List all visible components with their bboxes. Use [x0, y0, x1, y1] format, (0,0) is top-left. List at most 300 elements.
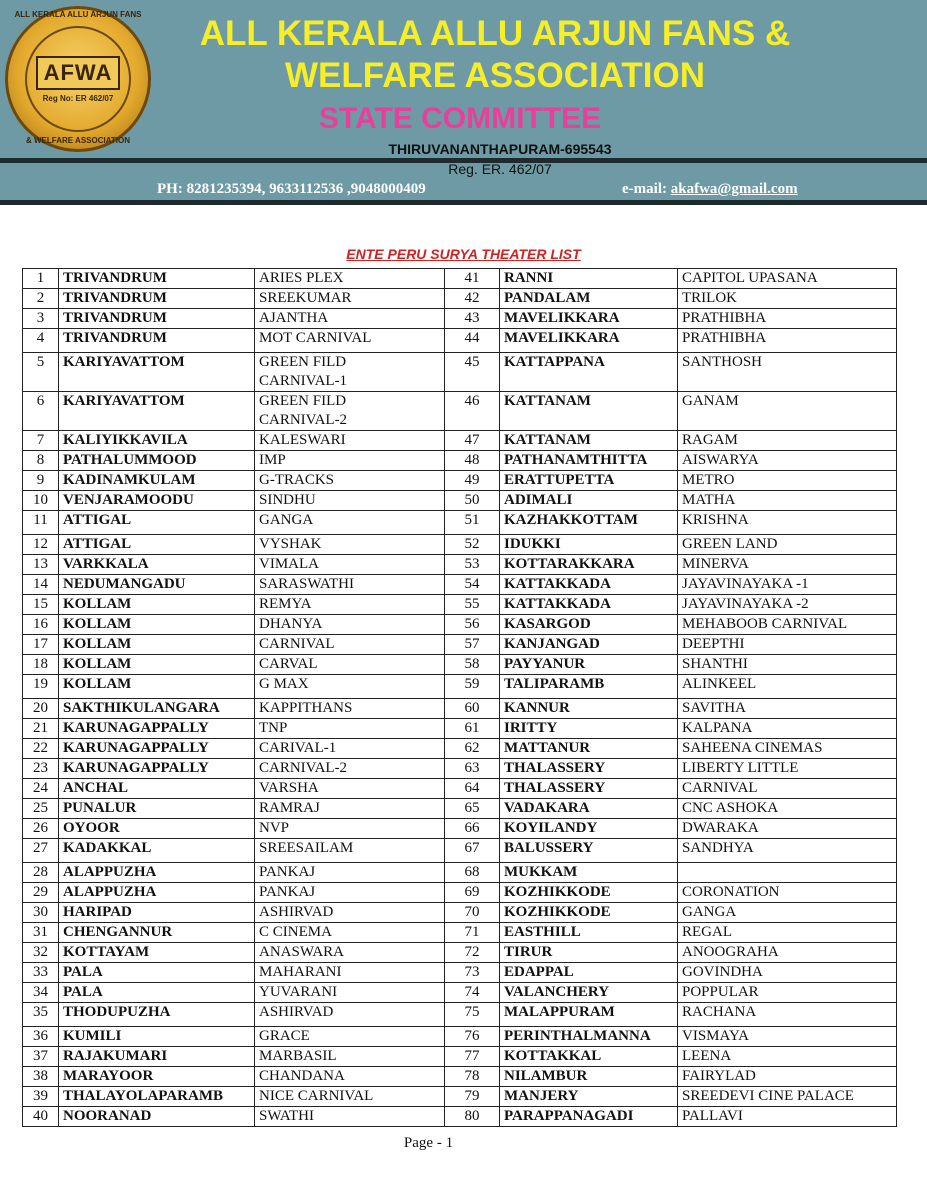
table-row [23, 739, 897, 759]
row-number: 67 [445, 839, 500, 863]
row-number: 54 [445, 575, 500, 595]
place-name: KOLLAM [59, 595, 255, 615]
table-row [23, 555, 897, 575]
theater-name: ASHIRVAD [255, 903, 445, 923]
theater-name: POPPULAR [678, 983, 897, 1003]
table-row [23, 759, 897, 779]
theater-name: SREESAILAM [255, 839, 445, 863]
row-number: 38 [23, 1067, 59, 1087]
theater-name: KAPPITHANS [255, 699, 445, 719]
place-name: MARAYOOR [59, 1067, 255, 1087]
theater-name: ANASWARA [255, 943, 445, 963]
letterhead [0, 0, 927, 205]
table-row [23, 595, 897, 615]
table-row [23, 615, 897, 635]
theater-name: CARIVAL-1 [255, 739, 445, 759]
row-number: 42 [445, 289, 500, 309]
place-name: VARKKALA [59, 555, 255, 575]
page-number: Page - 1 [403, 1135, 454, 1151]
row-number: 48 [445, 451, 500, 471]
row-number: 5 [23, 353, 59, 392]
row-number: 13 [23, 555, 59, 575]
place-name: PUNALUR [59, 799, 255, 819]
theater-name: IMP [255, 451, 445, 471]
theater-name: ALINKEEL [678, 675, 897, 699]
email-link[interactable]: akafwa@gmail.com [670, 181, 798, 197]
row-number: 58 [445, 655, 500, 675]
place-name: MANJERY [500, 1087, 678, 1107]
row-number: 62 [445, 739, 500, 759]
place-name: VENJARAMOODU [59, 491, 255, 511]
row-number: 11 [23, 511, 59, 535]
place-name: ATTIGAL [59, 511, 255, 535]
place-name: KAZHAKKOTTAM [500, 511, 678, 535]
row-number: 76 [445, 1027, 500, 1047]
place-name: MUKKAM [500, 863, 678, 883]
place-name: THALASSERY [500, 779, 678, 799]
row-number: 27 [23, 839, 59, 863]
row-number: 36 [23, 1027, 59, 1047]
row-number: 32 [23, 943, 59, 963]
row-number: 53 [445, 555, 500, 575]
place-name: PATHANAMTHITTA [500, 451, 678, 471]
table-row [23, 329, 897, 353]
row-number: 12 [23, 535, 59, 555]
theater-name: G-TRACKS [255, 471, 445, 491]
row-number: 57 [445, 635, 500, 655]
place-name: TRIVANDRUM [59, 309, 255, 329]
theater-name: ANOOGRAHA [678, 943, 897, 963]
row-number: 18 [23, 655, 59, 675]
table-row [23, 511, 897, 535]
place-name: MALAPPURAM [500, 1003, 678, 1027]
theater-name: KALESWARI [255, 431, 445, 451]
theater-name: KALPANA [678, 719, 897, 739]
place-name: TRIVANDRUM [59, 289, 255, 309]
place-name: KOZHIKKODE [500, 883, 678, 903]
row-number: 66 [445, 819, 500, 839]
place-name: NOORANAD [59, 1107, 255, 1127]
row-number: 46 [445, 392, 500, 431]
place-name: ERATTUPETTA [500, 471, 678, 491]
place-name: VALANCHERY [500, 983, 678, 1003]
table-row [23, 535, 897, 555]
table-row [23, 719, 897, 739]
table-row [23, 353, 897, 392]
table-row [23, 799, 897, 819]
table-row [23, 655, 897, 675]
place-name: NILAMBUR [500, 1067, 678, 1087]
row-number: 77 [445, 1047, 500, 1067]
theater-name: FAIRYLAD [678, 1067, 897, 1087]
theater-name: DEEPTHI [678, 635, 897, 655]
theater-name: RAGAM [678, 431, 897, 451]
row-number: 75 [445, 1003, 500, 1027]
theater-name: SAHEENA CINEMAS [678, 739, 897, 759]
theater-name: ARIES PLEX [255, 269, 445, 289]
theater-name: AJANTHA [255, 309, 445, 329]
theater-name: RACHANA [678, 1003, 897, 1027]
row-number: 26 [23, 819, 59, 839]
place-name: EASTHILL [500, 923, 678, 943]
row-number: 73 [445, 963, 500, 983]
place-name: TIRUR [500, 943, 678, 963]
place-name: TRIVANDRUM [59, 269, 255, 289]
theater-name: KRISHNA [678, 511, 897, 535]
place-name: KARIYAVATTOM [59, 392, 255, 431]
divider [0, 200, 927, 205]
theater-name: VIMALA [255, 555, 445, 575]
row-number: 31 [23, 923, 59, 943]
row-number: 80 [445, 1107, 500, 1127]
row-number: 79 [445, 1087, 500, 1107]
registration: Reg. ER. 462/07 [448, 161, 552, 177]
theater-name: GREEN FILD CARNIVAL-1 [255, 353, 445, 392]
row-number: 10 [23, 491, 59, 511]
theater-name: CAPITOL UPASANA [678, 269, 897, 289]
row-number: 44 [445, 329, 500, 353]
place-name: HARIPAD [59, 903, 255, 923]
theater-name: JAYAVINAYAKA -2 [678, 595, 897, 615]
row-number: 23 [23, 759, 59, 779]
place-name: PALA [59, 983, 255, 1003]
theater-name: REMYA [255, 595, 445, 615]
theater-table [22, 268, 897, 1127]
theater-name: PRATHIBHA [678, 309, 897, 329]
row-number: 35 [23, 1003, 59, 1027]
address: THIRUVANANTHAPURAM-695543 [388, 141, 612, 157]
row-number: 50 [445, 491, 500, 511]
logo-badge: AFWA [36, 56, 121, 90]
row-number: 72 [445, 943, 500, 963]
row-number: 9 [23, 471, 59, 491]
theater-name: SREEDEVI CINE PALACE [678, 1087, 897, 1107]
theater-name: VISMAYA [678, 1027, 897, 1047]
table-row [23, 1087, 897, 1107]
row-number: 63 [445, 759, 500, 779]
theater-name: RAMRAJ [255, 799, 445, 819]
place-name: KOYILANDY [500, 819, 678, 839]
row-number: 7 [23, 431, 59, 451]
theater-name: ASHIRVAD [255, 1003, 445, 1027]
row-number: 47 [445, 431, 500, 451]
place-name: KOTTAKKAL [500, 1047, 678, 1067]
phone-numbers: PH: 8281235394, 9633112536 ,9048000409 [157, 181, 426, 197]
theater-name: SREEKUMAR [255, 289, 445, 309]
theater-name: MARBASIL [255, 1047, 445, 1067]
table-row [23, 963, 897, 983]
place-name: KALIYIKKAVILA [59, 431, 255, 451]
place-name: THALAYOLAPARAMB [59, 1087, 255, 1107]
place-name: KATTAKKADA [500, 595, 678, 615]
theater-name: AISWARYA [678, 451, 897, 471]
place-name: ALAPPUZHA [59, 883, 255, 903]
theater-name: SINDHU [255, 491, 445, 511]
theater-name: PANKAJ [255, 883, 445, 903]
theater-name: DHANYA [255, 615, 445, 635]
theater-name: METRO [678, 471, 897, 491]
table-row [23, 883, 897, 903]
row-number: 78 [445, 1067, 500, 1087]
place-name: TALIPARAMB [500, 675, 678, 699]
theater-name: SHANTHI [678, 655, 897, 675]
place-name: PERINTHALMANNA [500, 1027, 678, 1047]
theater-name: PRATHIBHA [678, 329, 897, 353]
row-number: 71 [445, 923, 500, 943]
row-number: 39 [23, 1087, 59, 1107]
table-row [23, 819, 897, 839]
row-number: 64 [445, 779, 500, 799]
place-name: RAJAKUMARI [59, 1047, 255, 1067]
committee-title: STATE COMMITTEE [318, 102, 602, 135]
table-row [23, 839, 897, 863]
place-name: ANCHAL [59, 779, 255, 799]
row-number: 37 [23, 1047, 59, 1067]
place-name: RANNI [500, 269, 678, 289]
row-number: 16 [23, 615, 59, 635]
table-row [23, 491, 897, 511]
theater-name: SANDHYA [678, 839, 897, 863]
row-number: 8 [23, 451, 59, 471]
theater-name: CORONATION [678, 883, 897, 903]
place-name: SAKTHIKULANGARA [59, 699, 255, 719]
theater-name: SAVITHA [678, 699, 897, 719]
place-name: NEDUMANGADU [59, 575, 255, 595]
place-name: PAYYANUR [500, 655, 678, 675]
theater-name: PALLAVI [678, 1107, 897, 1127]
table-row [23, 699, 897, 719]
theater-name: GANGA [255, 511, 445, 535]
place-name: PATHALUMMOOD [59, 451, 255, 471]
table-row [23, 943, 897, 963]
place-name: KADAKKAL [59, 839, 255, 863]
row-number: 52 [445, 535, 500, 555]
place-name: KOTTAYAM [59, 943, 255, 963]
theater-name: DWARAKA [678, 819, 897, 839]
theater-name: JAYAVINAYAKA -1 [678, 575, 897, 595]
place-name: KASARGOD [500, 615, 678, 635]
table-row [23, 309, 897, 329]
table-row [23, 471, 897, 491]
theater-name [678, 863, 897, 883]
theater-name: VYSHAK [255, 535, 445, 555]
place-name: KATTAKKADA [500, 575, 678, 595]
theater-name: MATHA [678, 491, 897, 511]
place-name: PANDALAM [500, 289, 678, 309]
theater-name: CARNIVAL-2 [255, 759, 445, 779]
theater-name: SANTHOSH [678, 353, 897, 392]
table-row [23, 983, 897, 1003]
theater-name: NVP [255, 819, 445, 839]
logo-emblem [25, 26, 131, 132]
place-name: ALAPPUZHA [59, 863, 255, 883]
theater-name: MOT CARNIVAL [255, 329, 445, 353]
place-name: KOZHIKKODE [500, 903, 678, 923]
row-number: 19 [23, 675, 59, 699]
place-name: KATTAPPANA [500, 353, 678, 392]
theater-name: YUVARANI [255, 983, 445, 1003]
row-number: 21 [23, 719, 59, 739]
theater-name: CNC ASHOKA [678, 799, 897, 819]
theater-name: TNP [255, 719, 445, 739]
row-number: 51 [445, 511, 500, 535]
place-name: CHENGANNUR [59, 923, 255, 943]
place-name: KANJANGAD [500, 635, 678, 655]
table-row [23, 269, 897, 289]
theater-name: GREEN FILD CARNIVAL-2 [255, 392, 445, 431]
row-number: 30 [23, 903, 59, 923]
row-number: 68 [445, 863, 500, 883]
theater-name: GREEN LAND [678, 535, 897, 555]
afwa-logo [5, 6, 151, 152]
row-number: 29 [23, 883, 59, 903]
row-number: 41 [445, 269, 500, 289]
theater-name: CARVAL [255, 655, 445, 675]
row-number: 17 [23, 635, 59, 655]
theater-name: MINERVA [678, 555, 897, 575]
theater-name: MEHABOOB CARNIVAL [678, 615, 897, 635]
place-name: KARUNAGAPPALLY [59, 719, 255, 739]
table-row [23, 289, 897, 309]
row-number: 6 [23, 392, 59, 431]
theater-name: GANGA [678, 903, 897, 923]
theater-name: MAHARANI [255, 963, 445, 983]
theater-name: PANKAJ [255, 863, 445, 883]
row-number: 20 [23, 699, 59, 719]
place-name: KOLLAM [59, 615, 255, 635]
row-number: 69 [445, 883, 500, 903]
title-line-1: ALL KERALA ALLU ARJUN FANS & [199, 14, 791, 53]
theater-name: CARNIVAL [678, 779, 897, 799]
row-number: 70 [445, 903, 500, 923]
place-name: MATTANUR [500, 739, 678, 759]
place-name: ADIMALI [500, 491, 678, 511]
table-row [23, 1107, 897, 1127]
row-number: 43 [445, 309, 500, 329]
place-name: KOLLAM [59, 655, 255, 675]
theater-name: CARNIVAL [255, 635, 445, 655]
email-label: e-mail: [622, 181, 671, 197]
place-name: KATTANAM [500, 431, 678, 451]
place-name: THODUPUZHA [59, 1003, 255, 1027]
place-name: KARIYAVATTOM [59, 353, 255, 392]
theater-name: REGAL [678, 923, 897, 943]
list-title: ENTE PERU SURYA THEATER LIST [346, 246, 581, 262]
row-number: 3 [23, 309, 59, 329]
row-number: 2 [23, 289, 59, 309]
place-name: KARUNAGAPPALLY [59, 739, 255, 759]
place-name: KADINAMKULAM [59, 471, 255, 491]
place-name: OYOOR [59, 819, 255, 839]
theater-name: LEENA [678, 1047, 897, 1067]
logo-top-text: ALL KERALA ALLU ARJUN FANS [14, 10, 142, 19]
table-row [23, 451, 897, 471]
theater-name: GOVINDHA [678, 963, 897, 983]
place-name: IRITTY [500, 719, 678, 739]
theater-name: VARSHA [255, 779, 445, 799]
row-number: 65 [445, 799, 500, 819]
row-number: 25 [23, 799, 59, 819]
place-name: TRIVANDRUM [59, 329, 255, 353]
theater-name: TRILOK [678, 289, 897, 309]
logo-reg: Reg No: ER 462/07 [42, 93, 114, 103]
row-number: 74 [445, 983, 500, 1003]
title-line-2: WELFARE ASSOCIATION [285, 56, 705, 95]
place-name: EDAPPAL [500, 963, 678, 983]
row-number: 59 [445, 675, 500, 699]
place-name: VADAKARA [500, 799, 678, 819]
place-name: MAVELIKKARA [500, 309, 678, 329]
table-row [23, 1067, 897, 1087]
row-number: 40 [23, 1107, 59, 1127]
theater-name: LIBERTY LITTLE [678, 759, 897, 779]
row-number: 56 [445, 615, 500, 635]
row-number: 34 [23, 983, 59, 1003]
table-row [23, 431, 897, 451]
table-row [23, 575, 897, 595]
row-number: 61 [445, 719, 500, 739]
theater-name: G MAX [255, 675, 445, 699]
place-name: KATTANAM [500, 392, 678, 431]
row-number: 60 [445, 699, 500, 719]
place-name: MAVELIKKARA [500, 329, 678, 353]
table-row [23, 863, 897, 883]
table-row [23, 923, 897, 943]
theater-name: GRACE [255, 1027, 445, 1047]
table-row [23, 675, 897, 699]
place-name: KARUNAGAPPALLY [59, 759, 255, 779]
row-number: 14 [23, 575, 59, 595]
theater-name: SARASWATHI [255, 575, 445, 595]
table-row [23, 635, 897, 655]
place-name: ATTIGAL [59, 535, 255, 555]
theater-name: SWATHI [255, 1107, 445, 1127]
row-number: 22 [23, 739, 59, 759]
logo-bottom-text: & WELFARE ASSOCIATION [26, 136, 130, 145]
theater-name: CHANDANA [255, 1067, 445, 1087]
table-row [23, 903, 897, 923]
place-name: KANNUR [500, 699, 678, 719]
table-row [23, 1003, 897, 1027]
table-row [23, 779, 897, 799]
place-name: KOTTARAKKARA [500, 555, 678, 575]
place-name: PARAPPANAGADI [500, 1107, 678, 1127]
place-name: PALA [59, 963, 255, 983]
theater-name: NICE CARNIVAL [255, 1087, 445, 1107]
place-name: THALASSERY [500, 759, 678, 779]
row-number: 1 [23, 269, 59, 289]
place-name: KUMILI [59, 1027, 255, 1047]
row-number: 45 [445, 353, 500, 392]
row-number: 33 [23, 963, 59, 983]
theater-name: C CINEMA [255, 923, 445, 943]
row-number: 15 [23, 595, 59, 615]
row-number: 24 [23, 779, 59, 799]
row-number: 49 [445, 471, 500, 491]
table-row [23, 1027, 897, 1047]
place-name: KOLLAM [59, 675, 255, 699]
place-name: IDUKKI [500, 535, 678, 555]
place-name: KOLLAM [59, 635, 255, 655]
row-number: 55 [445, 595, 500, 615]
table-row [23, 1047, 897, 1067]
row-number: 4 [23, 329, 59, 353]
table-row [23, 392, 897, 431]
theater-name: GANAM [678, 392, 897, 431]
email-line [622, 181, 798, 198]
place-name: BALUSSERY [500, 839, 678, 863]
row-number: 28 [23, 863, 59, 883]
